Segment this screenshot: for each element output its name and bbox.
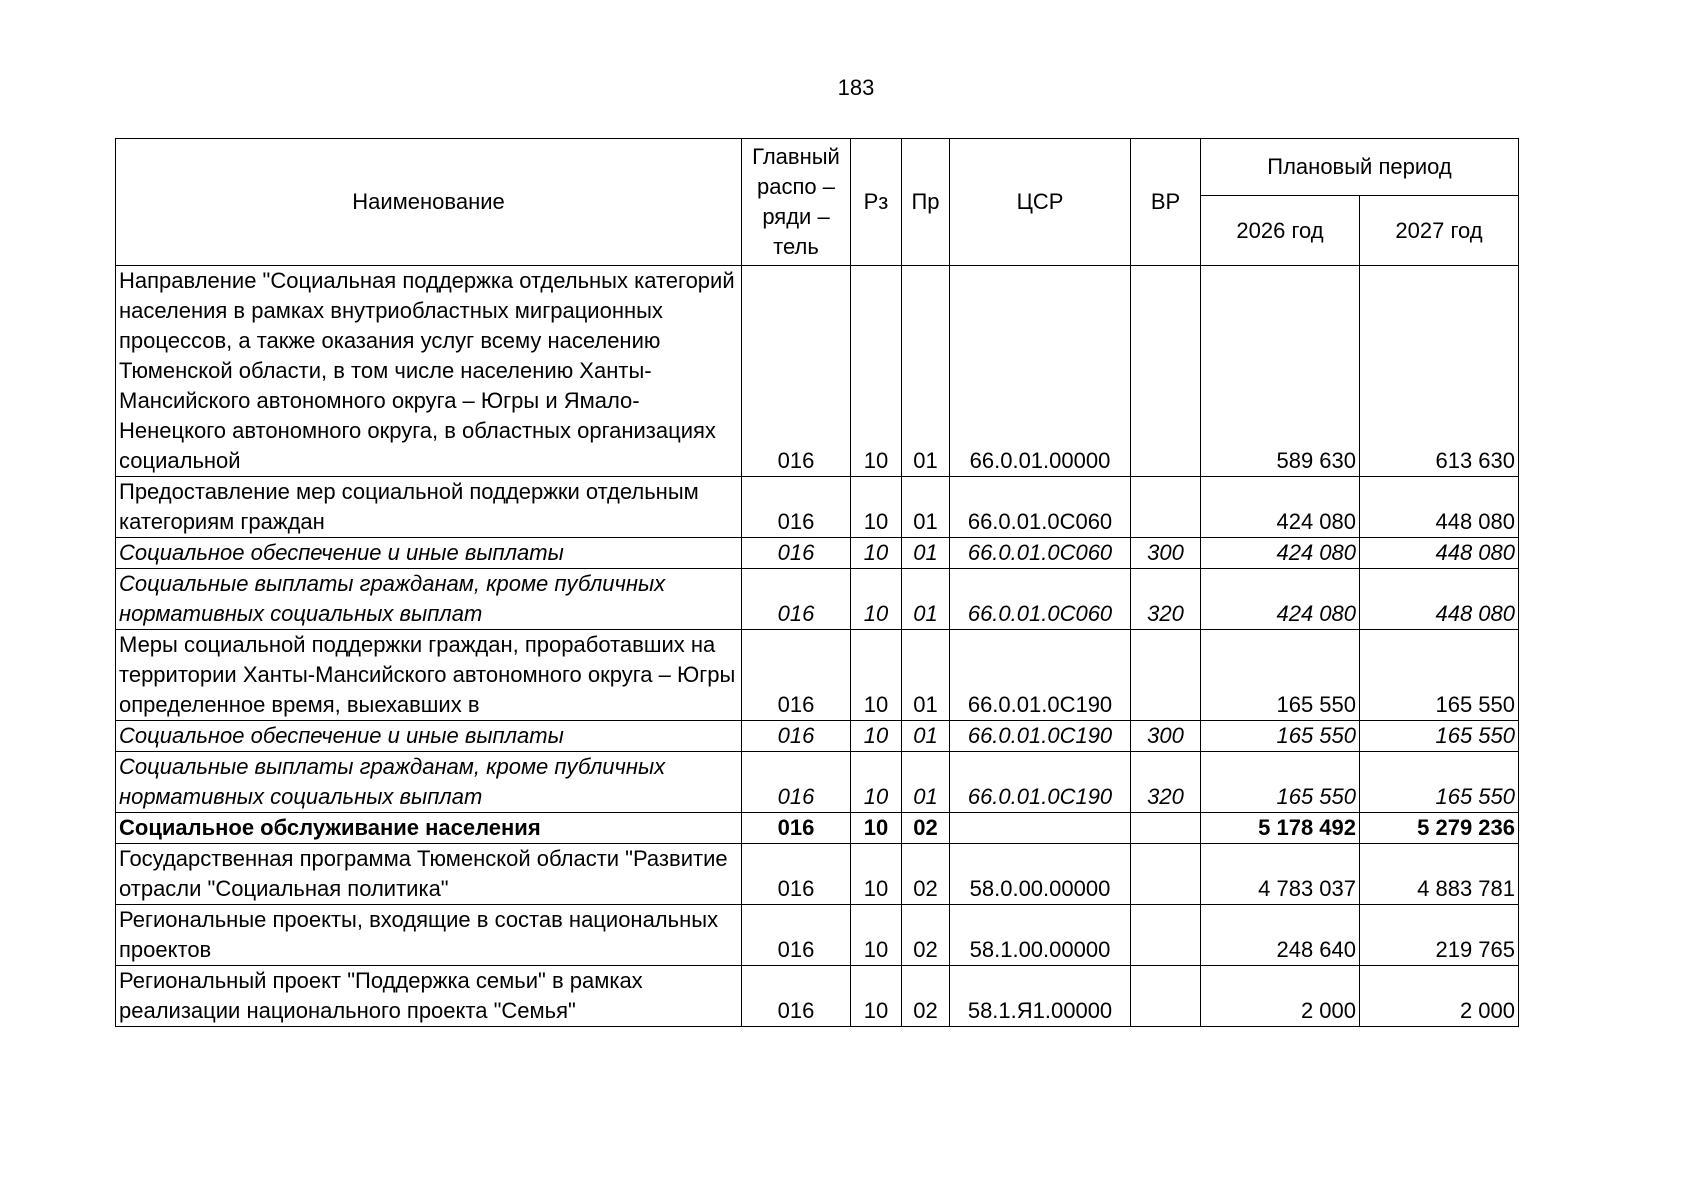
cell-main-manager: 016 xyxy=(742,966,851,1027)
header-row xyxy=(116,139,1519,196)
table-row xyxy=(116,813,1519,844)
header-section: Рз xyxy=(851,139,902,266)
cell-target-article: 66.0.01.0С060 xyxy=(950,477,1131,538)
cell-name: Социальные выплаты гражданам, кроме публичных нормативных социальных выплат xyxy=(116,569,742,630)
page-number: 183 xyxy=(837,75,875,100)
table-row xyxy=(116,844,1519,905)
cell-amount-2027: 448 080 xyxy=(1360,477,1519,538)
cell-section: 10 xyxy=(851,266,902,477)
cell-expense-type xyxy=(1131,844,1201,905)
table-row xyxy=(116,538,1519,569)
cell-target-article xyxy=(950,813,1131,844)
cell-expense-type: 300 xyxy=(1131,538,1201,569)
cell-expense-type: 320 xyxy=(1131,569,1201,630)
table-row xyxy=(116,477,1519,538)
cell-amount-2026: 5 178 492 xyxy=(1201,813,1360,844)
cell-subsection: 02 xyxy=(902,844,950,905)
cell-target-article: 58.1.00.00000 xyxy=(950,905,1131,966)
cell-main-manager: 016 xyxy=(742,538,851,569)
cell-amount-2026: 248 640 xyxy=(1201,905,1360,966)
cell-name: Государственная программа Тюменской области "Развитие отрасли "Социальная политика" xyxy=(116,844,742,905)
cell-amount-2026: 165 550 xyxy=(1201,721,1360,752)
cell-main-manager: 016 xyxy=(742,844,851,905)
cell-expense-type: 320 xyxy=(1131,752,1201,813)
cell-subsection: 01 xyxy=(902,721,950,752)
cell-amount-2026: 424 080 xyxy=(1201,538,1360,569)
cell-main-manager: 016 xyxy=(742,569,851,630)
cell-section: 10 xyxy=(851,813,902,844)
cell-amount-2026: 589 630 xyxy=(1201,266,1360,477)
header-year-2026: 2026 год xyxy=(1201,196,1360,266)
cell-section: 10 xyxy=(851,966,902,1027)
cell-section: 10 xyxy=(851,630,902,721)
cell-name: Социальные выплаты гражданам, кроме публичных нормативных социальных выплат xyxy=(116,752,742,813)
table-row xyxy=(116,721,1519,752)
cell-name: Социальное обеспечение и иные выплаты xyxy=(116,721,742,752)
cell-amount-2026: 4 783 037 xyxy=(1201,844,1360,905)
cell-section: 10 xyxy=(851,538,902,569)
table-row xyxy=(116,266,1519,477)
cell-main-manager: 016 xyxy=(742,752,851,813)
cell-target-article: 58.1.Я1.00000 xyxy=(950,966,1131,1027)
cell-main-manager: 016 xyxy=(742,630,851,721)
cell-main-manager: 016 xyxy=(742,905,851,966)
table-row xyxy=(116,905,1519,966)
cell-expense-type xyxy=(1131,813,1201,844)
cell-amount-2027: 448 080 xyxy=(1360,569,1519,630)
cell-expense-type xyxy=(1131,905,1201,966)
cell-section: 10 xyxy=(851,752,902,813)
cell-amount-2027: 165 550 xyxy=(1360,630,1519,721)
table-row xyxy=(116,630,1519,721)
cell-target-article: 58.0.00.00000 xyxy=(950,844,1131,905)
cell-target-article: 66.0.01.0С190 xyxy=(950,630,1131,721)
cell-expense-type xyxy=(1131,477,1201,538)
cell-amount-2027: 613 630 xyxy=(1360,266,1519,477)
cell-section: 10 xyxy=(851,477,902,538)
cell-subsection: 01 xyxy=(902,752,950,813)
cell-subsection: 01 xyxy=(902,266,950,477)
header-expense-type: ВР xyxy=(1131,139,1201,266)
cell-amount-2027: 2 000 xyxy=(1360,966,1519,1027)
header-name: Наименование xyxy=(116,139,742,266)
cell-main-manager: 016 xyxy=(742,477,851,538)
header-target-article: ЦСР xyxy=(950,139,1131,266)
table-body xyxy=(116,266,1519,1027)
cell-subsection: 01 xyxy=(902,477,950,538)
cell-amount-2026: 424 080 xyxy=(1201,477,1360,538)
cell-expense-type xyxy=(1131,266,1201,477)
cell-name: Направление "Социальная поддержка отдельных категорий населения в рамках внутриобластных миграционных процессов, а также оказания услуг всему населению Тюменской области, в том числе населению Ханты-Мансийского автономного округа – Югры и Ямало-Ненецкого автономного округа, в областных организациях социальной xyxy=(116,266,742,477)
cell-name: Региональный проект "Поддержка семьи" в рамках реализации национального проекта "Семья" xyxy=(116,966,742,1027)
cell-amount-2027: 219 765 xyxy=(1360,905,1519,966)
header-year-2027: 2027 год xyxy=(1360,196,1519,266)
cell-main-manager: 016 xyxy=(742,813,851,844)
cell-target-article: 66.0.01.0С060 xyxy=(950,538,1131,569)
cell-target-article: 66.0.01.0С190 xyxy=(950,721,1131,752)
cell-subsection: 02 xyxy=(902,813,950,844)
cell-expense-type xyxy=(1131,630,1201,721)
cell-amount-2026: 165 550 xyxy=(1201,752,1360,813)
cell-amount-2027: 5 279 236 xyxy=(1360,813,1519,844)
cell-target-article: 66.0.01.00000 xyxy=(950,266,1131,477)
cell-expense-type: 300 xyxy=(1131,721,1201,752)
cell-name: Социальное обеспечение и иные выплаты xyxy=(116,538,742,569)
header-main-manager: Главный распо – ряди – тель xyxy=(742,139,851,266)
cell-expense-type xyxy=(1131,966,1201,1027)
cell-subsection: 01 xyxy=(902,630,950,721)
cell-amount-2026: 165 550 xyxy=(1201,630,1360,721)
cell-target-article: 66.0.01.0С060 xyxy=(950,569,1131,630)
header-planned-period: Плановый период xyxy=(1201,139,1519,196)
cell-name: Региональные проекты, входящие в состав национальных проектов xyxy=(116,905,742,966)
cell-amount-2027: 4 883 781 xyxy=(1360,844,1519,905)
cell-amount-2027: 165 550 xyxy=(1360,721,1519,752)
cell-amount-2026: 424 080 xyxy=(1201,569,1360,630)
cell-main-manager: 016 xyxy=(742,721,851,752)
cell-subsection: 02 xyxy=(902,905,950,966)
cell-target-article: 66.0.01.0С190 xyxy=(950,752,1131,813)
budget-table xyxy=(115,138,1519,1027)
cell-subsection: 01 xyxy=(902,569,950,630)
cell-amount-2026: 2 000 xyxy=(1201,966,1360,1027)
table-row xyxy=(116,569,1519,630)
cell-name: Социальное обслуживание населения xyxy=(116,813,742,844)
header-subsection: Пр xyxy=(902,139,950,266)
cell-subsection: 02 xyxy=(902,966,950,1027)
cell-section: 10 xyxy=(851,905,902,966)
cell-amount-2027: 165 550 xyxy=(1360,752,1519,813)
cell-section: 10 xyxy=(851,569,902,630)
cell-amount-2027: 448 080 xyxy=(1360,538,1519,569)
cell-main-manager: 016 xyxy=(742,266,851,477)
cell-subsection: 01 xyxy=(902,538,950,569)
table-row xyxy=(116,752,1519,813)
table-row xyxy=(116,966,1519,1027)
cell-name: Предоставление мер социальной поддержки отдельным категориям граждан xyxy=(116,477,742,538)
cell-section: 10 xyxy=(851,844,902,905)
cell-name: Меры социальной поддержки граждан, проработавших на территории Ханты-Мансийского автономного округа – Югры определенное время, выехавших в xyxy=(116,630,742,721)
cell-section: 10 xyxy=(851,721,902,752)
